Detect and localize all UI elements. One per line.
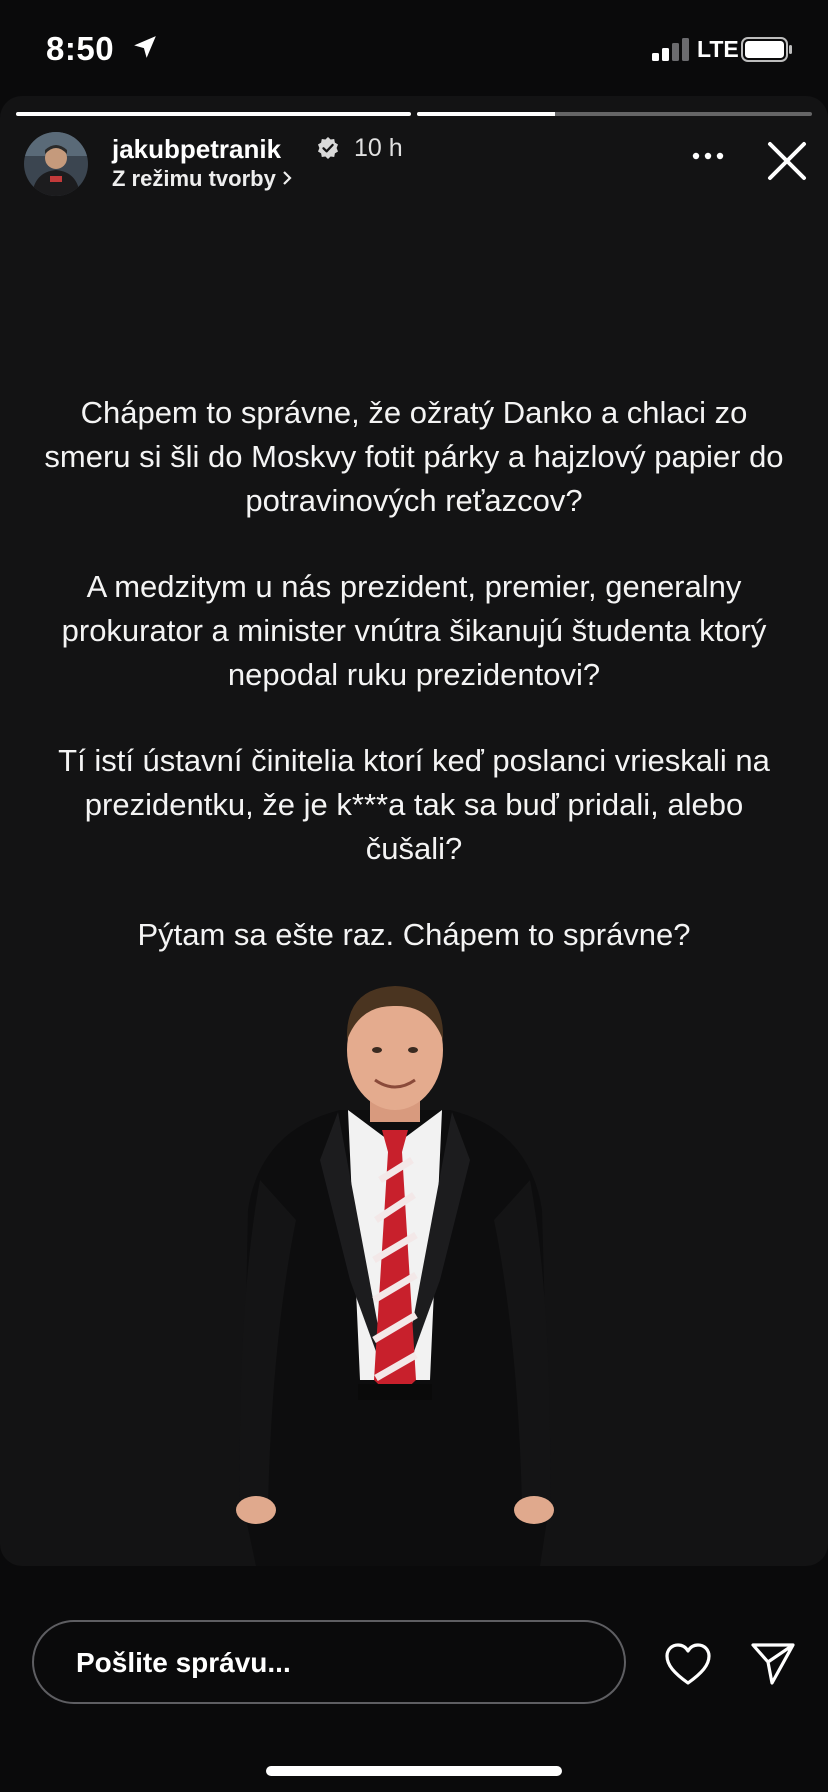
- story-paragraph: Pýtam sa ešte raz. Chápem to správne?: [137, 917, 691, 952]
- username[interactable]: jakubpetranik: [112, 134, 282, 164]
- story-viewer[interactable]: [0, 96, 828, 1566]
- story-paragraph: Chápem to správne, že ožratý Danko a chlaci zo smeru si šli do Moskvy fotit párky a hajzlový papier do potravinových reťazcov?: [44, 395, 784, 518]
- story-age: 10 h: [354, 134, 403, 162]
- story-reply-bar: [0, 1566, 828, 1792]
- message-placeholder: Pošlite správu...: [76, 1647, 291, 1678]
- progress-segment: [417, 112, 812, 116]
- battery-icon: [741, 37, 793, 62]
- man-in-suit-photo: [230, 980, 560, 1566]
- message-input[interactable]: [32, 1620, 626, 1704]
- cellular-signal-icon: [652, 38, 692, 62]
- story-text: [40, 391, 788, 999]
- avatar[interactable]: [24, 132, 88, 196]
- story-paragraph: A medzitym u nás prezident, premier, generalny prokurator a minister vnútra šikanujú študenta ktorý nepodal ruku prezidentovi?: [61, 569, 767, 692]
- network-type: LTE: [697, 36, 739, 62]
- close-icon[interactable]: [766, 140, 808, 182]
- clock: 8:50: [46, 30, 115, 67]
- chevron-right-icon: [282, 170, 292, 186]
- status-bar: [0, 0, 828, 96]
- location-arrow-icon: [132, 34, 158, 60]
- creator-mode-label: Z režimu tvorby: [112, 166, 276, 191]
- progress-segment: [16, 112, 411, 116]
- story-progress: [16, 112, 812, 116]
- heart-icon[interactable]: [664, 1642, 712, 1686]
- more-options-icon[interactable]: [690, 150, 726, 162]
- creator-mode-link[interactable]: [112, 166, 292, 192]
- verified-badge-icon: [316, 136, 340, 160]
- story-paragraph: Tí istí ústavní činitelia ktorí keď poslanci vrieskali na prezidentku, že je k***a tak sa buď pridali, alebo čušali?: [58, 743, 770, 866]
- send-icon[interactable]: [750, 1642, 796, 1686]
- home-indicator[interactable]: [266, 1766, 562, 1776]
